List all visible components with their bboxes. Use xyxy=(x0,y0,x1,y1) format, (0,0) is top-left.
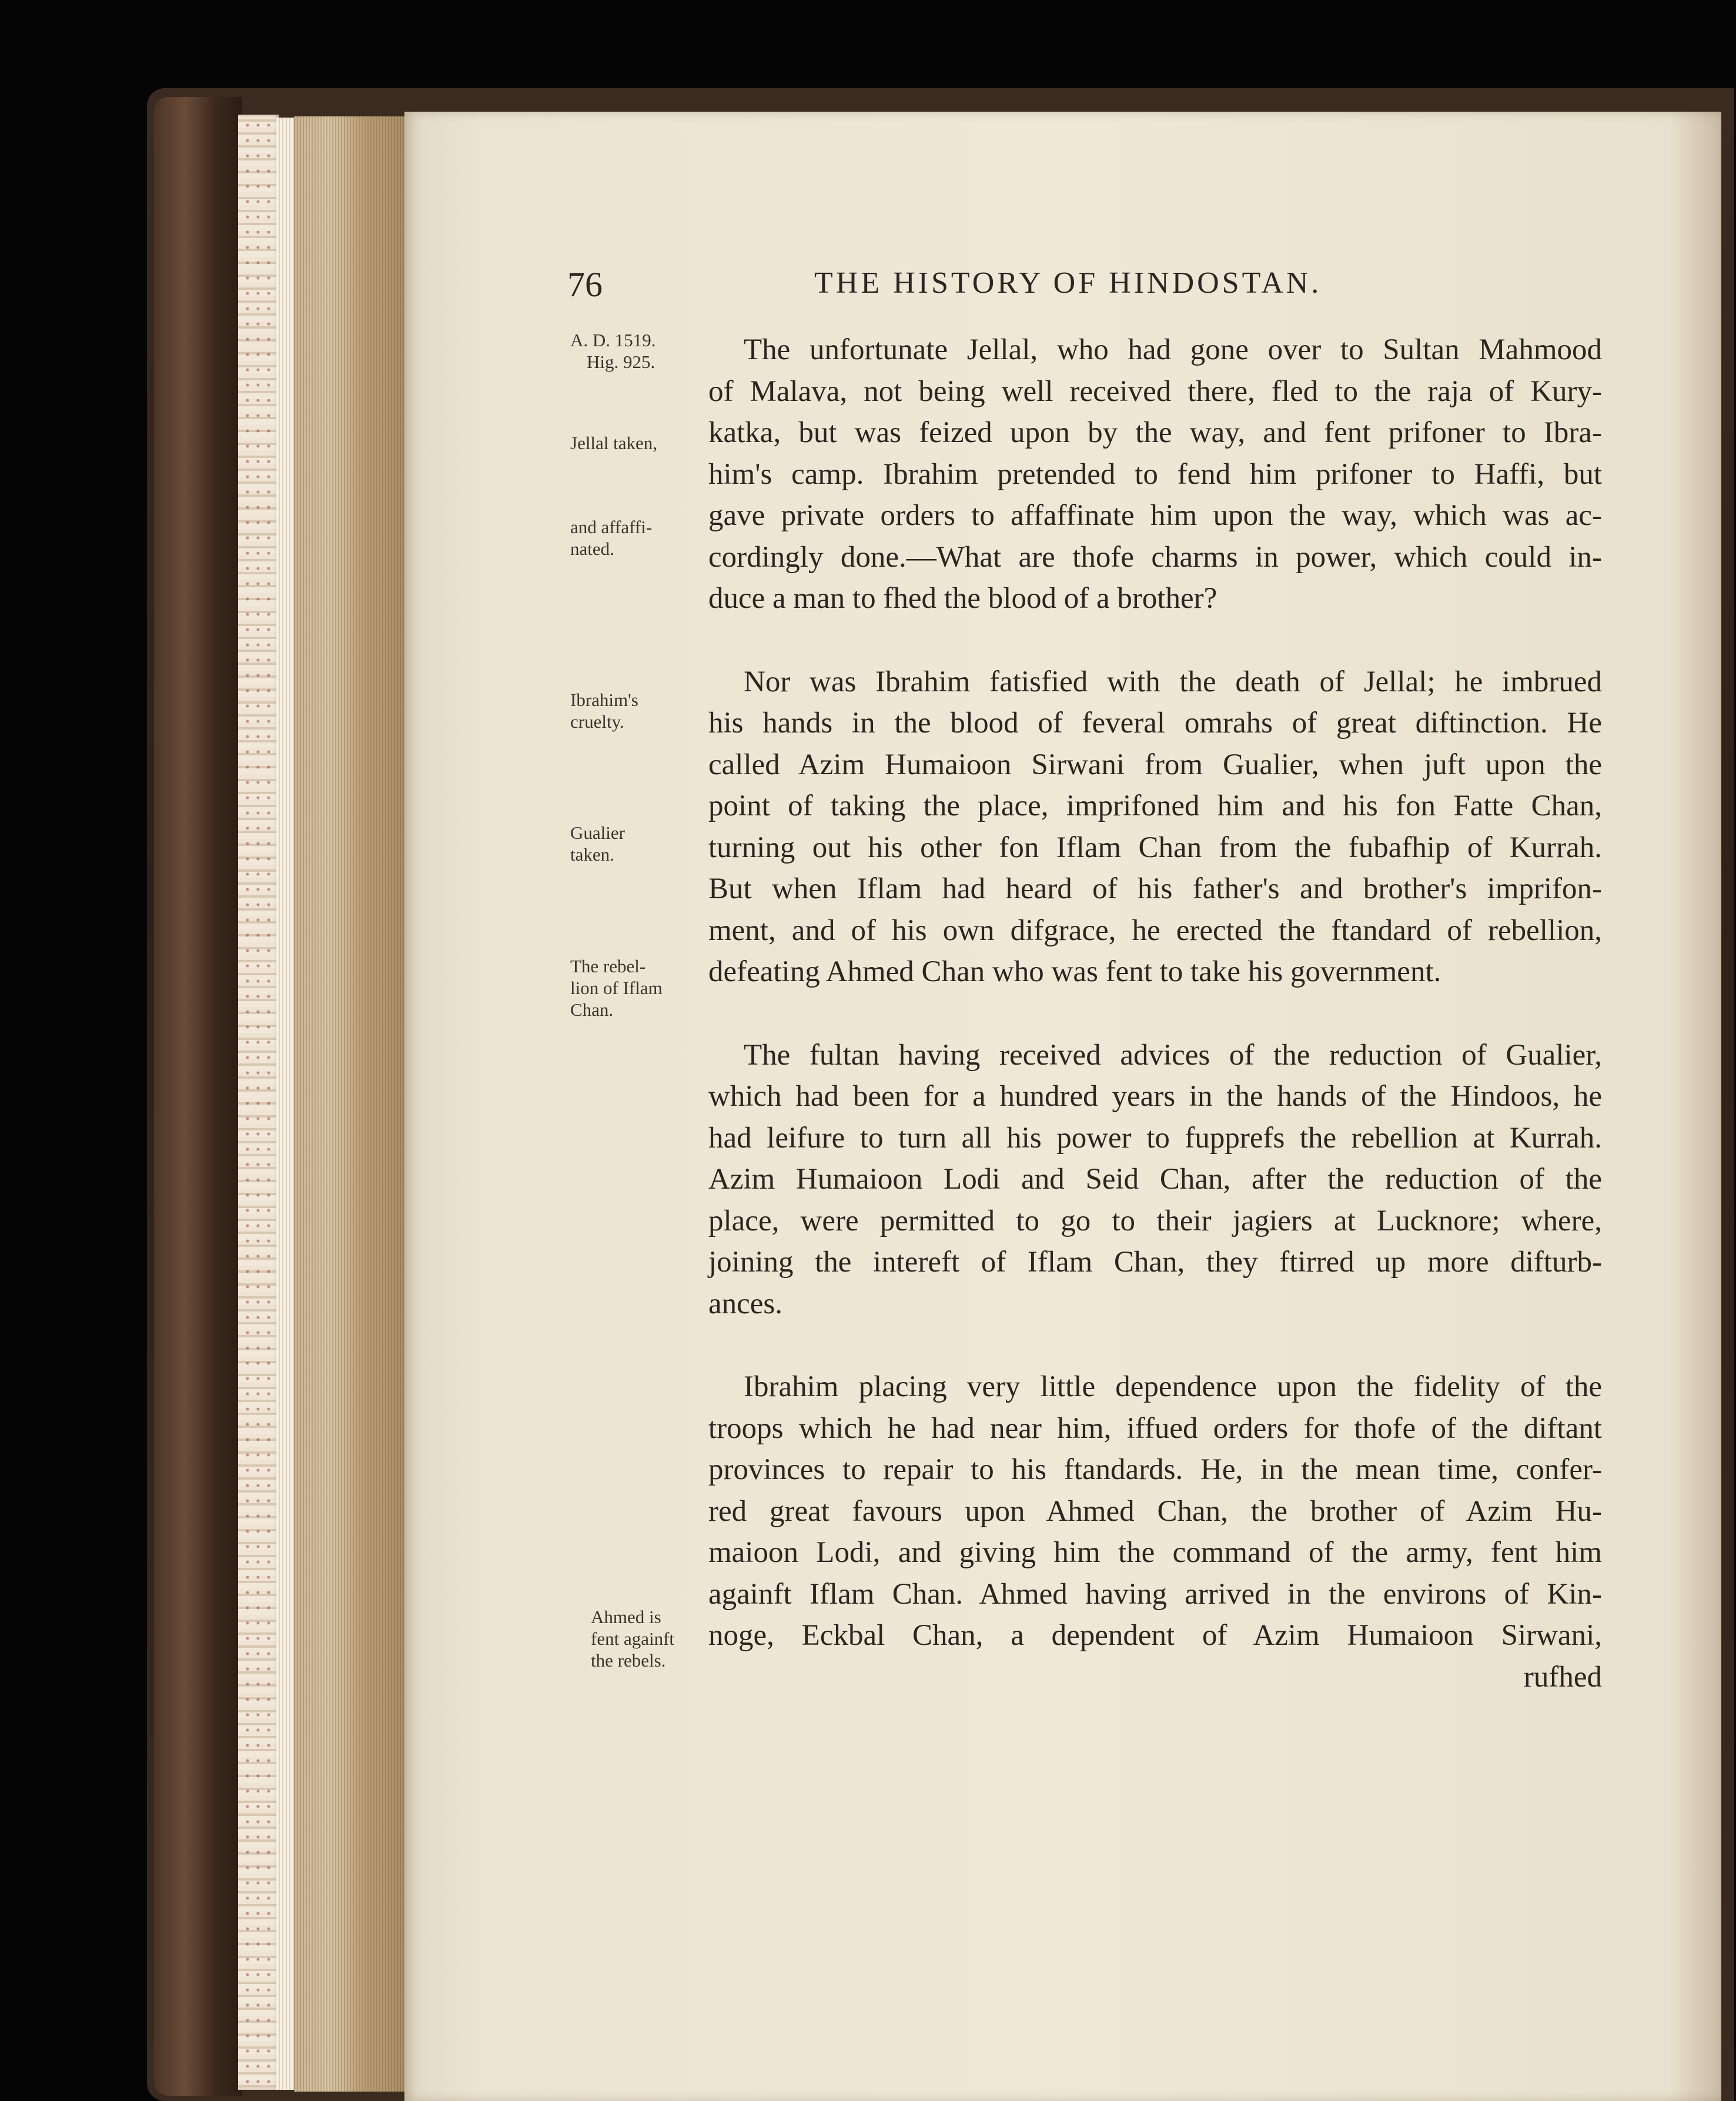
text-line: cordingly done.—What are thofe charms in power, which could in- xyxy=(708,540,1602,574)
margin-note-line: fent againft xyxy=(591,1628,675,1649)
page-block-edge xyxy=(294,116,406,2092)
margin-note-line: Ibrahim's xyxy=(570,690,638,710)
margin-note-jellal-taken xyxy=(570,432,700,454)
text-line: troops which he had near him, iffued orders for thofe of the diftant xyxy=(708,1411,1602,1445)
page-number: 76 xyxy=(567,265,603,304)
text-line: defeating Ahmed Chan who was fent to take his government. xyxy=(708,955,1441,988)
text-line: gave private orders to affaffinate him upon the way, which was ac- xyxy=(708,499,1602,532)
text-line: katka, but was feized upon by the way, and fent prifoner to Ibra- xyxy=(708,416,1602,449)
sprinkled-edge xyxy=(242,118,275,2087)
margin-note-line: and affaffi- xyxy=(570,517,653,537)
margin-note-line: lion of Iflam xyxy=(570,978,663,998)
blank-leaves xyxy=(276,118,294,2090)
text-line: of Malava, not being well received there, fled to the raja of Kury- xyxy=(708,374,1602,408)
text-line: point of taking the place, imprifoned him and his fon Fatte Chan, xyxy=(708,789,1602,822)
running-head xyxy=(567,259,1593,317)
margin-note-line: A. D. 1519. xyxy=(570,330,656,350)
margin-note-line: Ahmed is xyxy=(591,1607,661,1627)
text-line: turning out his other fon Iflam Chan from the fubafhip of Kurrah. xyxy=(708,831,1602,864)
paragraph-gualier xyxy=(708,1035,1602,1325)
paragraph-ahmed xyxy=(708,1366,1602,1657)
paragraph-gap xyxy=(708,1324,1602,1366)
text-line: duce a man to fhed the blood of a brother? xyxy=(708,582,1217,615)
text-line: his hands in the blood of feveral omrahs of great diftinction. He xyxy=(708,707,1602,740)
text-line: place, were permitted to go to their jagiers at Lucknore; where, xyxy=(708,1204,1602,1237)
text-line: The fultan having received advices of the reduction of Gualier, xyxy=(744,1038,1602,1072)
text-line: maioon Lodi, and giving him the command of the army, fent him xyxy=(708,1536,1602,1569)
text-line: called Azim Humaioon Sirwani from Gualier, when juft upon the xyxy=(708,748,1602,781)
text-line: againft Iflam Chan. Ahmed having arrived in the environs of Kin- xyxy=(708,1577,1602,1611)
running-title: THE HISTORY OF HINDOSTAN. xyxy=(814,266,1322,300)
margin-note-line: Gualier xyxy=(570,822,625,843)
margin-note-line: taken. xyxy=(570,844,614,865)
margin-note-line: Chan. xyxy=(570,999,614,1020)
margin-note-line: cruelty. xyxy=(570,711,624,732)
text-line: Ibrahim placing very little dependence upon the fidelity of the xyxy=(744,1370,1602,1403)
paragraph-cruelty xyxy=(708,661,1602,993)
text-line: The unfortunate Jellal, who had gone over to Sultan Mahmood xyxy=(744,333,1602,366)
text-line: provinces to repair to his ftandards. He, in the mean time, confer- xyxy=(708,1453,1602,1486)
margin-note-line: The rebel- xyxy=(570,956,646,976)
margin-note-rebellion xyxy=(570,955,700,1021)
margin-note-line: Jellal taken, xyxy=(570,433,658,453)
text-line: which had been for a hundred years in the hands of the Hindoos, he xyxy=(708,1080,1602,1113)
text-line: Azim Humaioon Lodi and Seid Chan, after the reduction of the xyxy=(708,1163,1602,1196)
text-line: had leifure to turn all his power to fupprefs the rebellion at Kurrah. xyxy=(708,1121,1602,1155)
text-line: him's camp. Ibrahim pretended to fend him prifoner to Haffi, but xyxy=(708,457,1602,491)
margin-note-cruelty xyxy=(570,689,700,732)
margin-note-ahmed-sent xyxy=(591,1606,720,1671)
catchword: rufhed xyxy=(1523,1660,1602,1694)
text-line: ances. xyxy=(708,1287,783,1320)
margin-note-line: the rebels. xyxy=(591,1650,666,1671)
paragraph-gap xyxy=(708,620,1602,661)
book-spine-edge xyxy=(154,97,242,2096)
margin-note-assassinated xyxy=(570,516,700,560)
text-line: But when Iflam had heard of his father's and brother's imprifon- xyxy=(708,872,1602,905)
text-line: joining the intereft of Iflam Chan, they ftirred up more difturb- xyxy=(708,1246,1602,1279)
margin-note-line: nated. xyxy=(570,538,614,559)
text-line: ment, and of his own difgrace, he erected the ftandard of rebellion, xyxy=(708,914,1602,947)
paragraph-gap xyxy=(708,993,1602,1035)
text-line: red great favours upon Ahmed Chan, the brother of Azim Hu- xyxy=(708,1494,1602,1528)
margin-note-line: Hig. 925. xyxy=(587,352,655,372)
paragraph-jellal xyxy=(708,329,1602,620)
margin-note-date xyxy=(570,329,700,373)
body-text xyxy=(708,329,1602,1698)
text-line: Nor was Ibrahim fatisfied with the death of Jellal; he imbrued xyxy=(744,665,1602,698)
text-line: noge, Eckbal Chan, a dependent of Azim Humaioon Sirwani, xyxy=(708,1619,1602,1652)
margin-note-gualier-taken xyxy=(570,822,700,865)
